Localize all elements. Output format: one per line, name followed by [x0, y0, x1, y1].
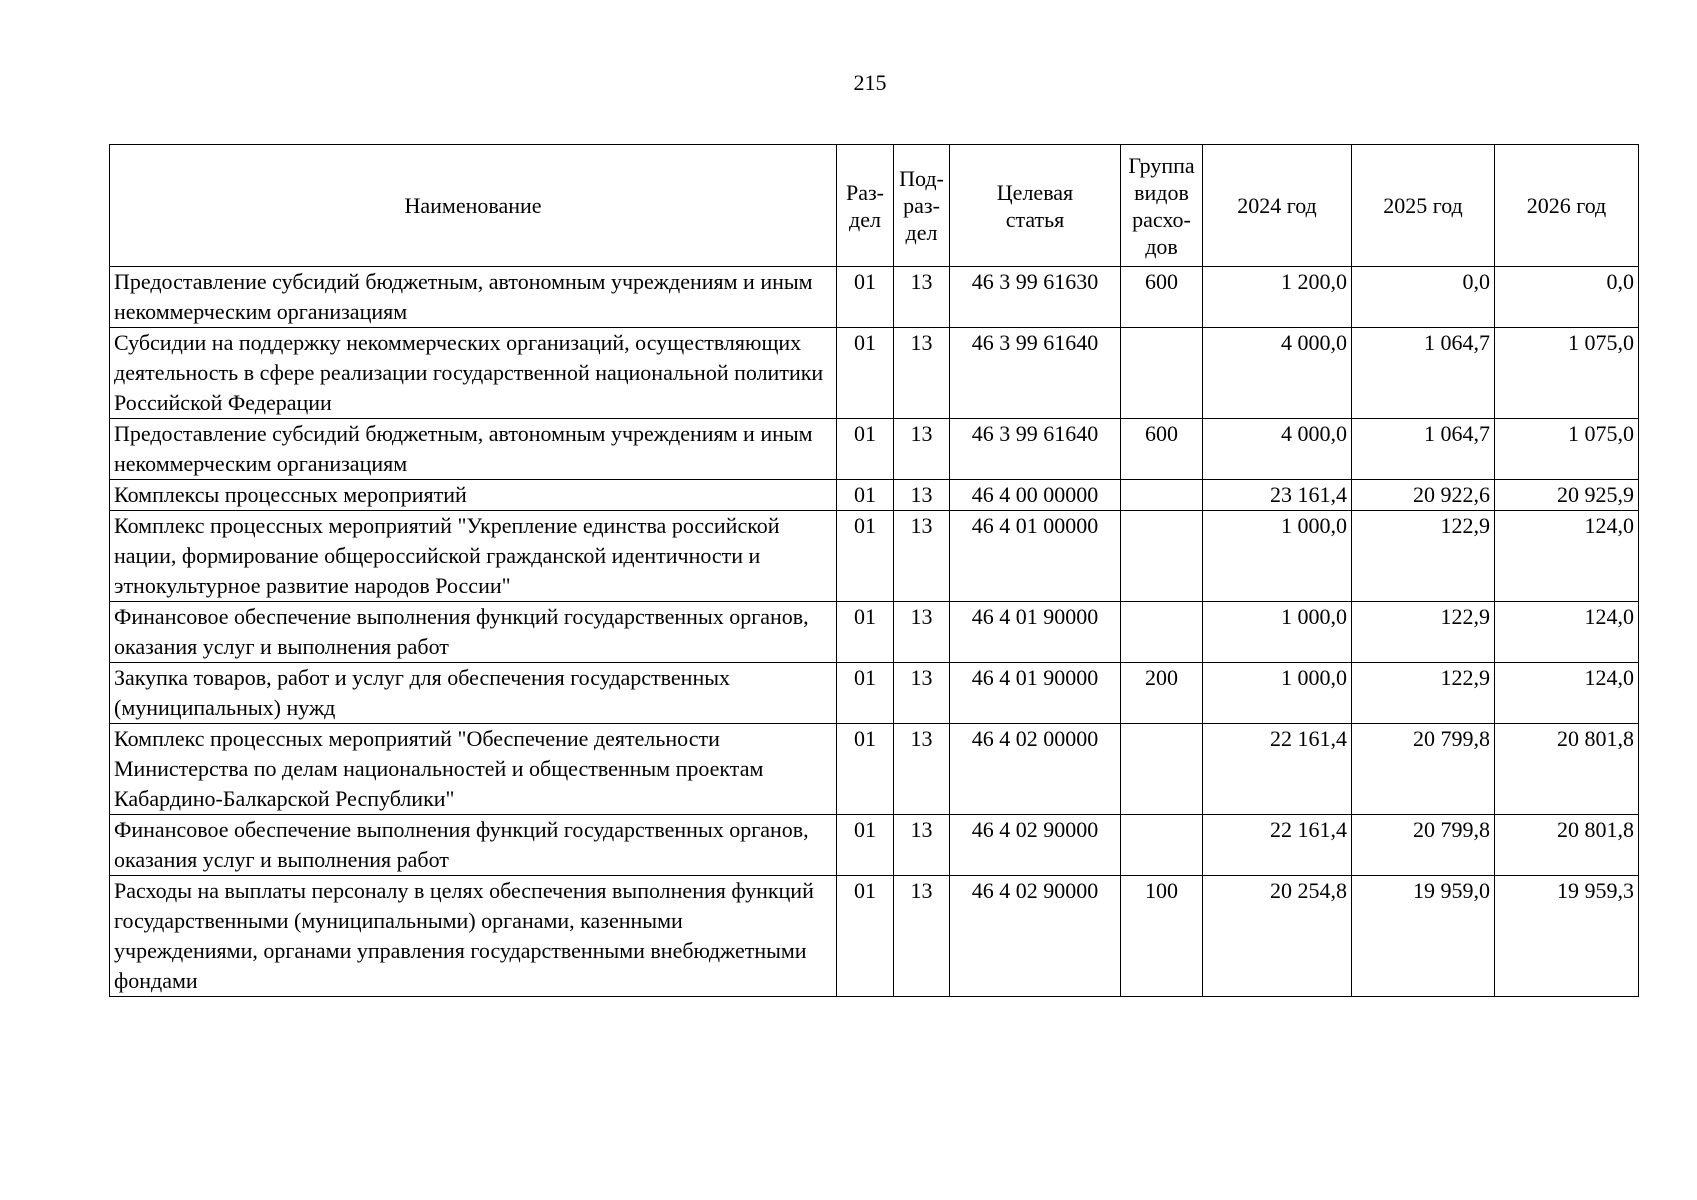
row-section: 01: [837, 876, 894, 997]
row-target-article: 46 4 01 90000: [950, 602, 1121, 663]
row-value-2026: 1 075,0: [1495, 419, 1639, 480]
row-name: Финансовое обеспечение выполнения функций государственных органов, оказания услуг и выполнения работ: [110, 815, 837, 876]
row-name: Предоставление субсидий бюджетным, автономным учреждениям и иным некоммерческим организациям: [110, 267, 837, 328]
row-subsection: 13: [894, 267, 950, 328]
header-name: Наименование: [110, 145, 837, 267]
row-value-2025: 19 959,0: [1352, 876, 1495, 997]
header-year-2025: 2025 год: [1352, 145, 1495, 267]
row-value-2026: 124,0: [1495, 663, 1639, 724]
row-expense-group: 600: [1121, 267, 1203, 328]
row-value-2025: 20 799,8: [1352, 815, 1495, 876]
header-subsection: Под- раз- дел: [894, 145, 950, 267]
row-section: 01: [837, 480, 894, 511]
row-name: Субсидии на поддержку некоммерческих организаций, осуществляющих деятельность в сфере реализации государственной национальной политики Российской Федерации: [110, 328, 837, 419]
row-subsection: 13: [894, 815, 950, 876]
row-target-article: 46 3 99 61640: [950, 419, 1121, 480]
row-name: Комплексы процессных мероприятий: [110, 480, 837, 511]
row-value-2026: 20 801,8: [1495, 815, 1639, 876]
row-value-2024: 1 000,0: [1203, 602, 1352, 663]
row-value-2026: 20 801,8: [1495, 724, 1639, 815]
row-section: 01: [837, 511, 894, 602]
row-section: 01: [837, 267, 894, 328]
row-target-article: 46 3 99 61630: [950, 267, 1121, 328]
row-name: Предоставление субсидий бюджетным, автономным учреждениям и иным некоммерческим организациям: [110, 419, 837, 480]
table-row: [110, 419, 1639, 480]
row-subsection: 13: [894, 328, 950, 419]
header-target-article: Целевая статья: [950, 145, 1121, 267]
row-expense-group: [1121, 602, 1203, 663]
table-row: [110, 663, 1639, 724]
row-value-2025: 122,9: [1352, 602, 1495, 663]
row-expense-group: [1121, 815, 1203, 876]
row-section: 01: [837, 602, 894, 663]
row-value-2025: 20 922,6: [1352, 480, 1495, 511]
row-subsection: 13: [894, 511, 950, 602]
row-target-article: 46 4 02 90000: [950, 815, 1121, 876]
row-value-2024: 1 000,0: [1203, 663, 1352, 724]
row-subsection: 13: [894, 480, 950, 511]
row-subsection: 13: [894, 724, 950, 815]
row-subsection: 13: [894, 663, 950, 724]
row-value-2025: 0,0: [1352, 267, 1495, 328]
table-header-row: [110, 145, 1639, 267]
row-expense-group: [1121, 724, 1203, 815]
row-value-2024: 1 200,0: [1203, 267, 1352, 328]
row-value-2026: 124,0: [1495, 602, 1639, 663]
header-year-2024: 2024 год: [1203, 145, 1352, 267]
table-row: [110, 328, 1639, 419]
row-name: Закупка товаров, работ и услуг для обеспечения государственных (муниципальных) нужд: [110, 663, 837, 724]
row-value-2026: 124,0: [1495, 511, 1639, 602]
page-number: 215: [853, 70, 887, 95]
row-expense-group: 200: [1121, 663, 1203, 724]
row-value-2026: 1 075,0: [1495, 328, 1639, 419]
row-subsection: 13: [894, 876, 950, 997]
row-value-2026: 0,0: [1495, 267, 1639, 328]
row-value-2025: 1 064,7: [1352, 419, 1495, 480]
row-value-2025: 20 799,8: [1352, 724, 1495, 815]
row-value-2024: 4 000,0: [1203, 419, 1352, 480]
row-expense-group: [1121, 511, 1203, 602]
row-value-2026: 19 959,3: [1495, 876, 1639, 997]
row-section: 01: [837, 663, 894, 724]
row-expense-group: 600: [1121, 419, 1203, 480]
row-expense-group: 100: [1121, 876, 1203, 997]
row-subsection: 13: [894, 602, 950, 663]
row-name: Комплекс процессных мероприятий "Укрепление единства российской нации, формирование общероссийской гражданской идентичности и этнокультурное развитие народов России": [110, 511, 837, 602]
row-value-2024: 20 254,8: [1203, 876, 1352, 997]
header-year-2026: 2026 год: [1495, 145, 1639, 267]
budget-table: [109, 144, 1639, 997]
row-value-2024: 4 000,0: [1203, 328, 1352, 419]
header-section: Раз- дел: [837, 145, 894, 267]
row-value-2026: 20 925,9: [1495, 480, 1639, 511]
table-row: [110, 815, 1639, 876]
row-name: Расходы на выплаты персоналу в целях обеспечения выполнения функций государственными (муниципальными) органами, казенными учреждениями, органами управления государственными внебюджетными фондами: [110, 876, 837, 997]
row-expense-group: [1121, 480, 1203, 511]
row-section: 01: [837, 815, 894, 876]
row-expense-group: [1121, 328, 1203, 419]
table-row: [110, 876, 1639, 997]
row-subsection: 13: [894, 419, 950, 480]
row-value-2025: 1 064,7: [1352, 328, 1495, 419]
row-value-2024: 22 161,4: [1203, 724, 1352, 815]
row-value-2025: 122,9: [1352, 663, 1495, 724]
row-target-article: 46 3 99 61640: [950, 328, 1121, 419]
row-value-2024: 23 161,4: [1203, 480, 1352, 511]
row-section: 01: [837, 328, 894, 419]
table-row: [110, 267, 1639, 328]
header-expense-group: Группа видов расхо- дов: [1121, 145, 1203, 267]
row-section: 01: [837, 724, 894, 815]
row-target-article: 46 4 01 00000: [950, 511, 1121, 602]
row-value-2024: 1 000,0: [1203, 511, 1352, 602]
row-value-2024: 22 161,4: [1203, 815, 1352, 876]
row-target-article: 46 4 02 00000: [950, 724, 1121, 815]
table-row: [110, 480, 1639, 511]
row-section: 01: [837, 419, 894, 480]
table-row: [110, 511, 1639, 602]
row-value-2025: 122,9: [1352, 511, 1495, 602]
row-target-article: 46 4 01 90000: [950, 663, 1121, 724]
row-target-article: 46 4 02 90000: [950, 876, 1121, 997]
row-name: Комплекс процессных мероприятий "Обеспечение деятельности Министерства по делам национальностей и общественным проектам Кабардино-Балкарской Республики": [110, 724, 837, 815]
table-row: [110, 602, 1639, 663]
table-row: [110, 724, 1639, 815]
row-target-article: 46 4 00 00000: [950, 480, 1121, 511]
row-name: Финансовое обеспечение выполнения функций государственных органов, оказания услуг и выполнения работ: [110, 602, 837, 663]
